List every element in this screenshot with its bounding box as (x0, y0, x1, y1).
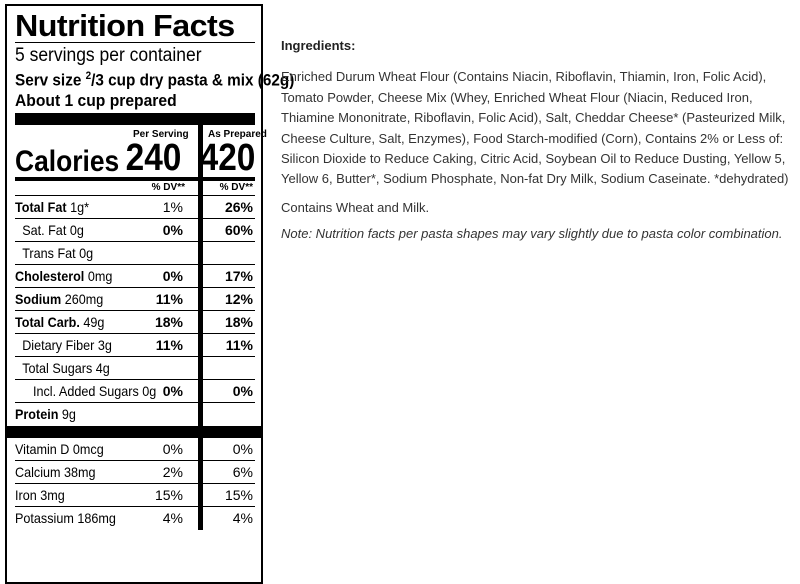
dv-per-serving: 1% (162, 198, 183, 215)
nutrient-row (15, 484, 255, 507)
nutrient-name: Total Carb. 49g (15, 313, 105, 330)
calories-section (15, 125, 267, 181)
as-prepared-header: As Prepared (208, 128, 267, 140)
dv-per-serving: 11% (155, 290, 183, 307)
nutrient-name: Protein 9g (15, 405, 76, 422)
nutrient-name: Sat. Fat 0g (22, 221, 84, 238)
nutrient-row (15, 507, 255, 530)
nutrient-row (15, 334, 255, 357)
dv-per-serving: 0% (162, 221, 183, 238)
dv-as-prepared: 6% (232, 463, 253, 480)
nutrient-name: Incl. Added Sugars 0g (33, 382, 157, 399)
dv-per-serving: 11% (155, 336, 183, 353)
dv-as-prepared: 17% (224, 267, 253, 284)
dv-as-prepared: 26% (224, 198, 253, 215)
dv-per-serving: 15% (154, 486, 183, 503)
ingredients-heading: Ingredients: (281, 38, 356, 53)
dv-per-serving: 0% (162, 267, 183, 284)
nutrient-row (15, 461, 255, 484)
dv-as-prepared: 0% (232, 382, 253, 399)
nutrient-row (15, 380, 255, 403)
nutrient-name: Dietary Fiber 3g (22, 336, 112, 353)
prepared-amount: About 1 cup prepared (15, 90, 177, 110)
nutrient-grid (15, 125, 267, 530)
thick-divider (7, 426, 261, 438)
nutrient-row (15, 357, 255, 380)
nutrient-row (15, 242, 255, 265)
nutrient-name: Calcium 38mg (15, 463, 96, 480)
serving-size: Serv size $^2$/3 cup dry pasta & mix (62g) (15, 70, 295, 90)
dv-as-prepared: 4% (232, 509, 253, 526)
dv-as-prepared: 18% (224, 313, 253, 330)
dv-as-prepared: 12% (224, 290, 253, 307)
nutrient-row (15, 265, 255, 288)
nutrient-name: Total Sugars 4g (22, 359, 110, 376)
nutrient-name: Vitamin D 0mcg (15, 440, 104, 457)
pasta-note: Note: Nutrition facts per pasta shapes may vary slightly due to pasta color combination. (281, 226, 783, 242)
dv-as-prepared: 11% (225, 336, 253, 353)
dv-per-serving: 4% (162, 509, 183, 526)
nutrient-name: Potassium 186mg (15, 509, 116, 526)
per-serving-header: Per Serving (133, 128, 189, 140)
nutrition-facts-label (5, 4, 295, 584)
nutrient-row (15, 196, 255, 219)
nutrient-name: Trans Fat 0g (22, 244, 94, 261)
calories-per-serving: 240 (125, 136, 181, 179)
dv-as-prepared: 60% (224, 221, 253, 238)
nutrient-row (15, 403, 255, 426)
nutrient-row (15, 288, 255, 311)
allergen-statement: Contains Wheat and Milk. (281, 199, 430, 215)
dv-per-serving: 0% (162, 440, 183, 457)
nutrient-rows (15, 196, 255, 426)
nutrient-name: Cholesterol 0mg (15, 267, 113, 284)
nutrition-facts-title: Nutrition Facts (15, 8, 235, 43)
dv-per-serving: 18% (154, 313, 183, 330)
dv-header-as-prepared: % DV** (219, 181, 253, 193)
calories-as-prepared: 420 (199, 136, 255, 179)
ingredients-panel (281, 36, 791, 245)
thick-divider (15, 113, 255, 125)
nutrient-name: Sodium 260mg (15, 290, 104, 307)
nutrient-name: Total Fat 1g* (15, 198, 89, 215)
nutrient-name: Iron 3mg (15, 486, 65, 503)
dv-per-serving: 0% (162, 382, 183, 399)
servings-per-container: 5 servings per container (15, 45, 202, 66)
nutrient-row (15, 438, 255, 461)
nutrient-row (15, 219, 255, 242)
calories-label: Calories (15, 144, 120, 178)
dv-as-prepared: 15% (224, 486, 253, 503)
vitamin-rows (15, 438, 255, 530)
ingredients-text: Enriched Durum Wheat Flour (Contains Niacin, Riboflavin, Thiamin, Iron, Folic Acid), Tomato Powder, Cheese Mix (Whey, Enriched Wheat Flour (Niacin, Reduced Iron, Thiamine Mononitrate, Riboflavin, Folic Acid), Salt, Cheddar Cheese* (Pasteurized Milk, Cheese Culture, Salt, Enzymes), Food Starch-modified (Corn), Contains 2% or Less of: Silicon Dioxide to Reduce Caking, Citric Acid, Soybean Oil to Reduce Dusting, Yellow 5, Yellow 6, Butter*, Sodium Phosphate, Non-fat Dry Milk, Sodium Caseinate. *dehydrated) (281, 69, 789, 187)
dv-as-prepared: 0% (232, 440, 253, 457)
dv-header-row (15, 181, 255, 195)
dv-header-per-serving: % DV** (151, 181, 185, 193)
nutrient-row (15, 311, 255, 334)
dv-per-serving: 2% (162, 463, 183, 480)
